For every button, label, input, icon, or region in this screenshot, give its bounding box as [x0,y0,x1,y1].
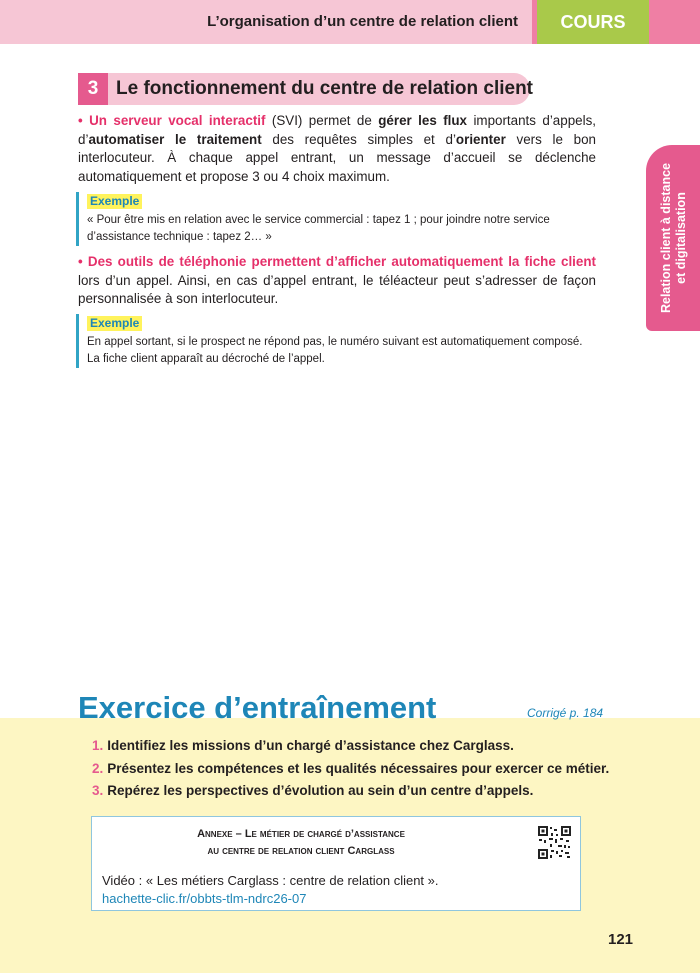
text: importants d’appels, d’ [78,113,596,147]
annex-video-text: Vidéo : « Les métiers Carglass : centre de relation client ». [102,873,439,888]
annex-title [92,826,510,860]
qr-code-icon[interactable] [537,825,572,860]
question-text: Présentez les compétences et les qualités nécessaires pour exercer ce métier. [107,760,610,776]
page-number: 121 [608,931,634,948]
corrige-reference: Corrigé p. 184 [527,706,604,720]
section-title: Le fonctionnement du centre de relation client [116,78,533,99]
question-text: Repérez les perspectives d’évolution au sein d’un centre d’appels. [107,783,534,798]
bold-text: automatiser le traitement [88,131,262,147]
text: (SVI) permet de [265,113,379,128]
text: des requêtes simples et d’ [261,131,456,147]
annex-title-line1: Annexe – Le métier de chargé d’assistance [197,828,405,840]
text: vers le bon interlocuteur. À chaque appel entrant, un message d’accueil se déclenche automatiquement et propose 3 ou 4 choix maximum. [78,131,596,184]
example-text: « Pour être mis en relation avec le service commercial : tapez 1 ; pour joindre notre service d’assistance technique : tapez 2… » [87,214,550,243]
section-heading [78,73,533,105]
annex-box [91,816,581,911]
exercise-title: Exercice d’entraînement [78,690,437,725]
annex-link[interactable]: hachette-clic.fr/obbts-tlm-ndrc26-07 [102,891,307,906]
lead-text: Un serveur vocal interactif [89,113,266,128]
side-tab-line2: et digitalisation [674,192,688,284]
section-number: 3 [78,73,108,105]
example-text: En appel sortant, si le prospect ne répond pas, le numéro suivant est automatiquement composé. La fiche client apparaît au décroché de l’appel. [87,336,583,365]
question-list [92,735,612,803]
bullet: • [78,254,83,269]
annex-title-line2: au centre de relation client Carglass [207,845,395,857]
question-item [92,780,612,803]
bullet: • [78,113,83,128]
paragraph-svi [78,112,596,186]
chapter-title: L’organisation d’un centre de relation client [0,0,532,44]
example-label: Exemple [87,194,142,209]
example-box-1 [76,192,596,246]
side-tab-line1: Relation client à distance [659,162,673,314]
cours-tab: COURS [537,0,649,44]
side-tab-label [659,163,689,313]
example-label: Exemple [87,316,142,331]
example-box-2 [76,314,596,368]
question-number: 2. [92,760,104,776]
paragraph-telephony [78,253,596,309]
lead-text: Des outils de téléphonie permettent d’afficher automatiquement la fiche client [87,254,596,269]
bold-text: gérer les flux [378,113,468,128]
question-number: 1. [92,738,104,753]
bold-text: orienter [455,131,506,147]
question-text: Identifiez les missions d’un chargé d’assistance chez Carglass. [107,738,514,753]
text: lors d’un appel. Ainsi, en cas d’appel entrant, le téléacteur peut s’adresser de façon personnalisée à son interlocuteur. [78,272,596,306]
question-number: 3. [92,783,104,798]
question-item [92,735,612,758]
question-item [92,758,612,781]
